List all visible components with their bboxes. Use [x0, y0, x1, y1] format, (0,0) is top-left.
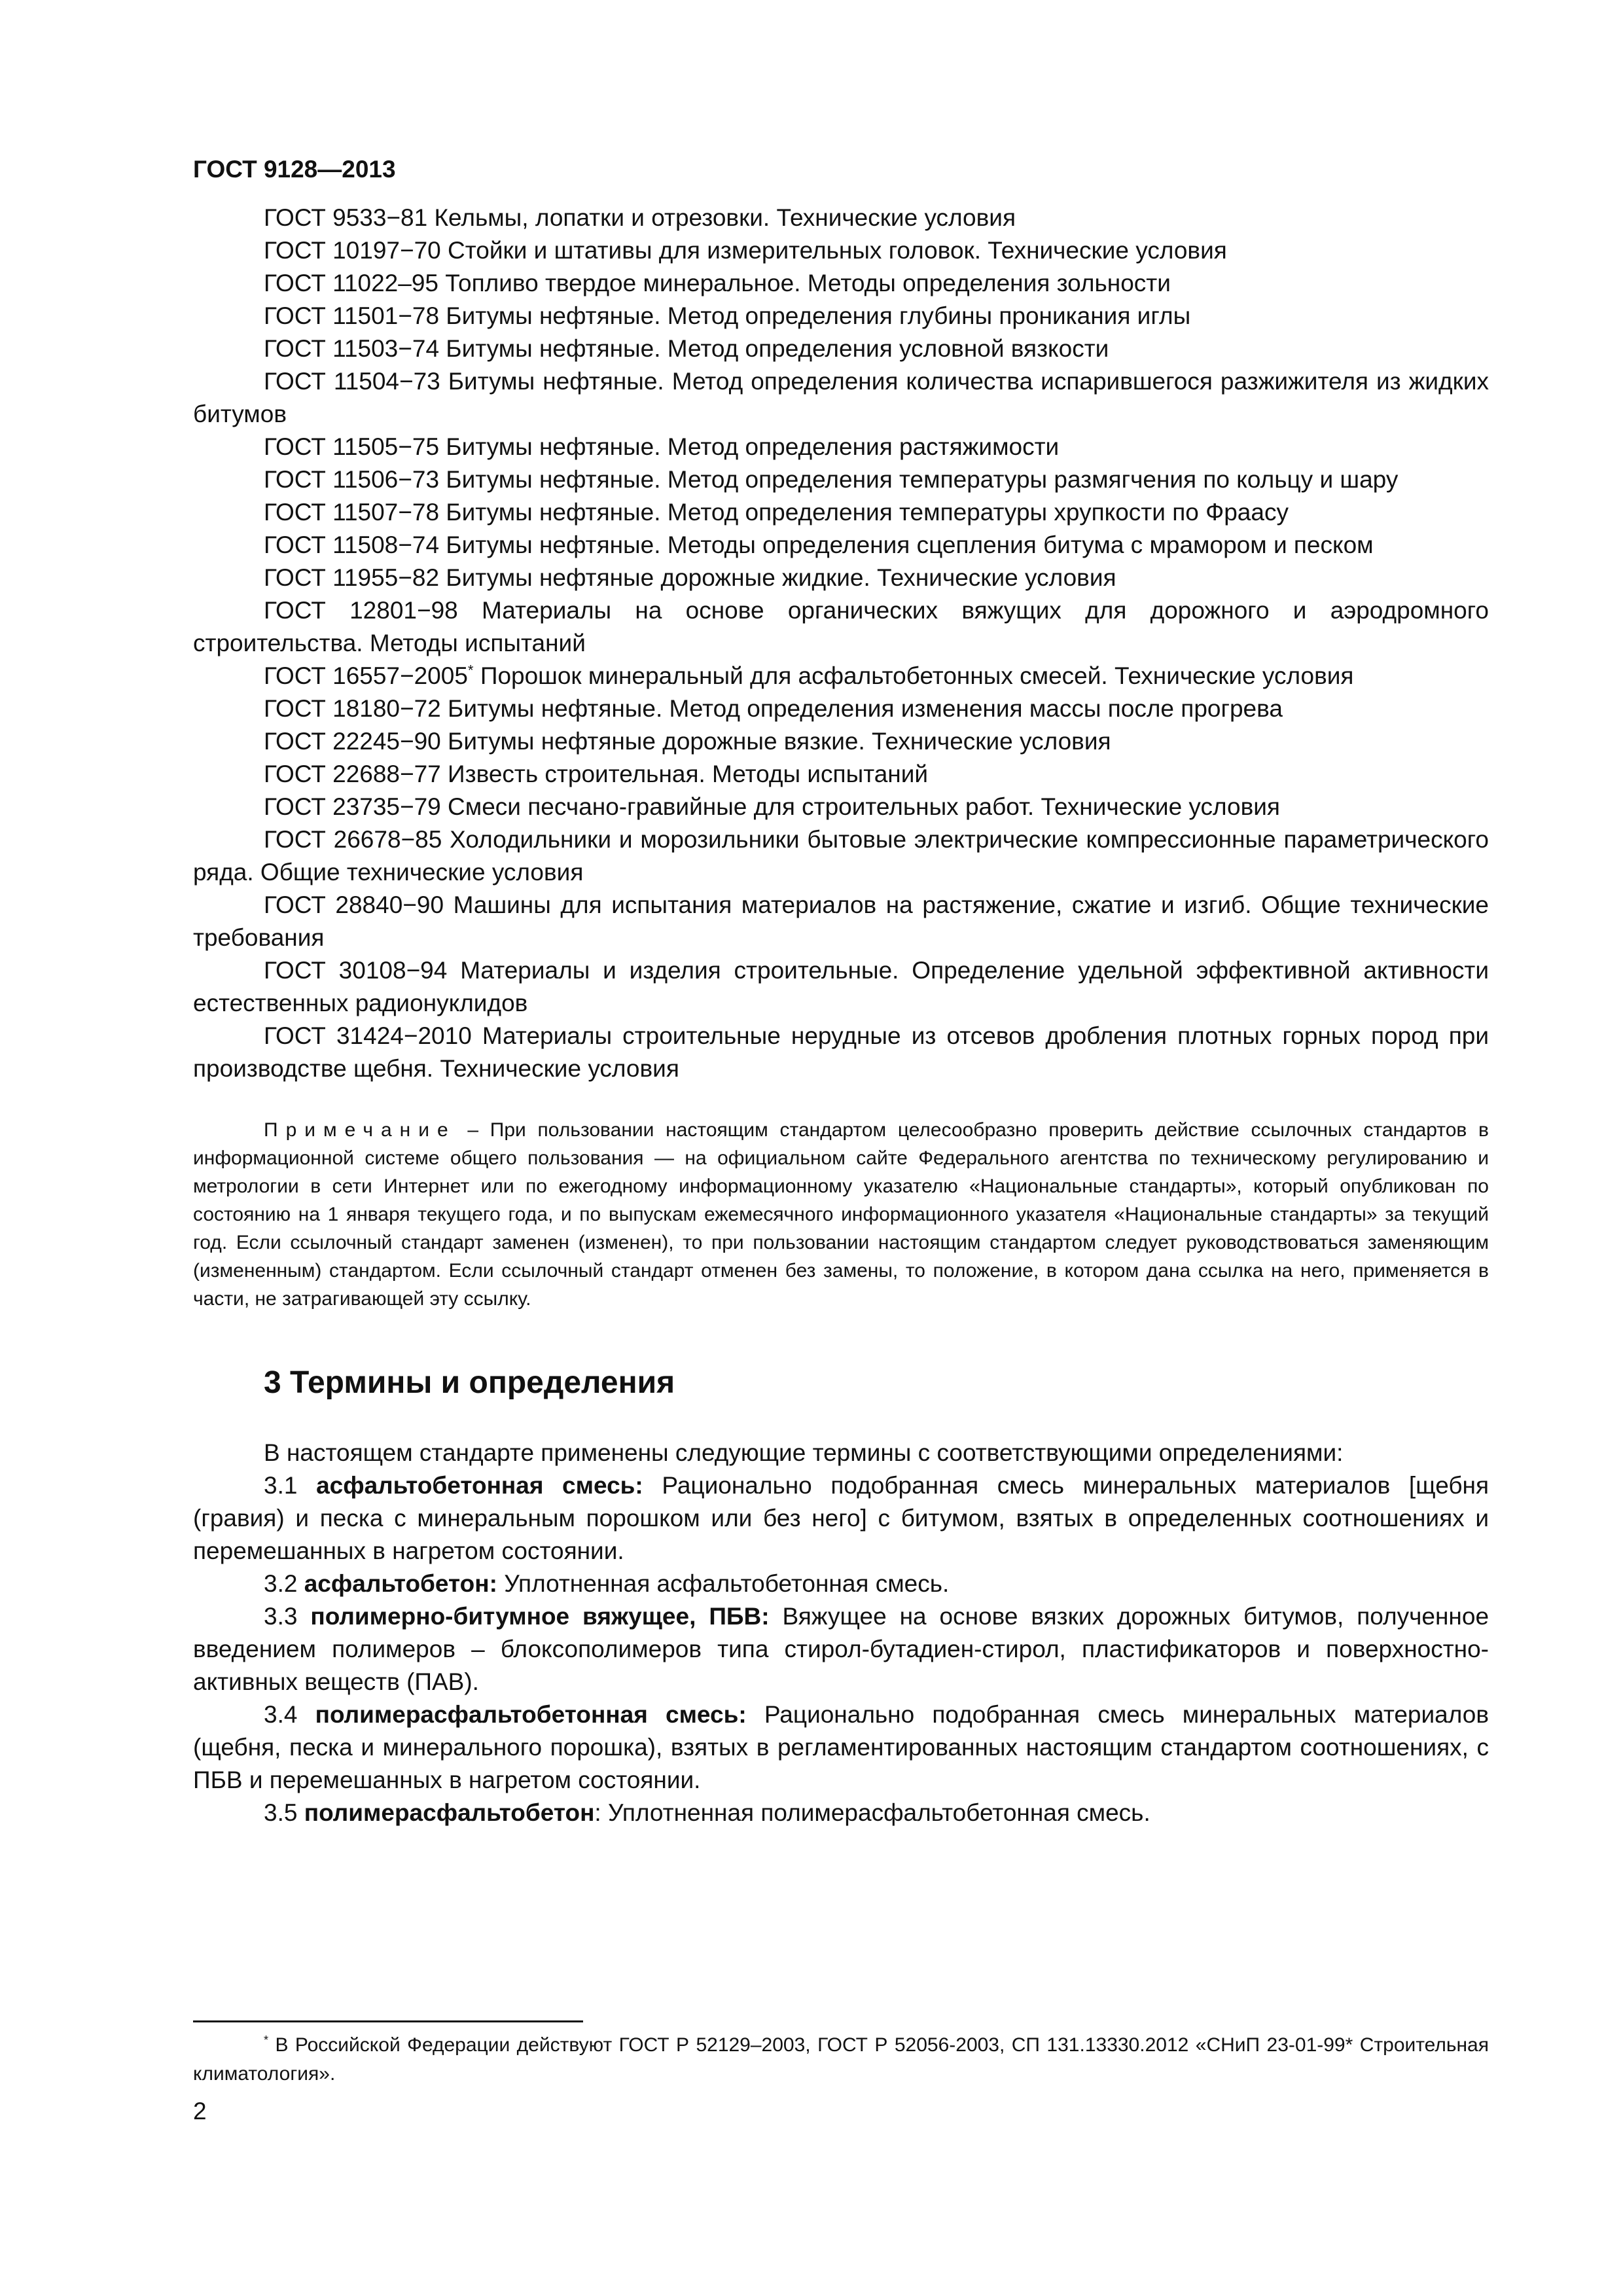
footnote-marker: *	[467, 662, 474, 679]
reference-code: ГОСТ 11507−78	[264, 499, 440, 526]
reference-title: Битумы нефтяные. Метод определения температуры хрупкости по Фраасу	[446, 499, 1289, 526]
reference-title: Известь строительная. Методы испытаний	[448, 761, 929, 787]
reference-item	[193, 889, 1489, 954]
reference-code: ГОСТ 22245−90	[264, 728, 441, 755]
note-text: – При пользовании настоящим стандартом целесообразно проверить действие ссылочных стандартов в информационной системе общего пользования — на официальном сайте Федерального агентства по техническому регулированию и метрологии в сети Интернет или по ежегодному информационному указателю «Национальные стандарты», который опубликован по состоянию на 1 января текущего года, и по выпускам ежемесячного информационного указателя «Национальные стандарты» за текущий год. Если ссылочный стандарт заменен (изменен), то при пользовании настоящим стандартом следует руководствоваться заменяющим (измененным) стандартом. Если ссылочный стандарт отменен без замены, то положение, в котором дана ссылка на него, применяется в части, не затрагивающей эту ссылку.	[193, 1119, 1489, 1310]
reference-item	[193, 202, 1489, 234]
term-number: 3.3	[264, 1603, 298, 1630]
term-item	[193, 1600, 1489, 1698]
term-number: 3.2	[264, 1570, 298, 1597]
reference-item	[193, 758, 1489, 791]
reference-title: Порошок минеральный для асфальтобетонных смесей. Технические условия	[480, 662, 1354, 689]
term-number: 3.1	[264, 1472, 298, 1499]
reference-title: Битумы нефтяные дорожные вязкие. Технические условия	[448, 728, 1111, 755]
reference-title: Материалы и изделия строительные. Определение удельной эффективной активности естественных радионуклидов	[193, 957, 1489, 1016]
term-name: полимерасфальтобетон	[304, 1799, 595, 1826]
reference-item	[193, 594, 1489, 660]
reference-title: Холодильники и морозильники бытовые электрические компрессионные параметрического ряда. Общие технические условия	[193, 826, 1489, 886]
reference-code: ГОСТ 30108−94	[264, 957, 448, 984]
reference-code: ГОСТ 11506−73	[264, 466, 440, 493]
note-paragraph	[193, 1116, 1489, 1313]
reference-item	[193, 234, 1489, 267]
reference-code: ГОСТ 11508−74	[264, 531, 440, 558]
reference-code: ГОСТ 11504−73	[264, 368, 440, 395]
reference-title: Битумы нефтяные. Метод определения количества испарившегося разжижителя из жидких битумов	[193, 368, 1489, 427]
reference-item	[193, 496, 1489, 529]
term-item	[193, 1568, 1489, 1600]
term-item	[193, 1698, 1489, 1797]
reference-code: ГОСТ 18180−72	[264, 695, 441, 722]
reference-item	[193, 332, 1489, 365]
reference-code: ГОСТ 23735−79	[264, 793, 441, 820]
reference-code: ГОСТ 10197−70	[264, 237, 441, 264]
term-name: асфальтобетонная смесь:	[316, 1472, 643, 1499]
reference-title: Битумы нефтяные дорожные жидкие. Технические условия	[446, 564, 1116, 591]
footnote-marker: *	[264, 2034, 269, 2047]
term-name: полимерно-битумное вяжущее, ПБВ:	[310, 1603, 770, 1630]
term-item	[193, 1797, 1489, 1829]
reference-code: ГОСТ 16557−2005	[264, 662, 468, 689]
reference-item	[193, 823, 1489, 889]
reference-item	[193, 365, 1489, 431]
term-item	[193, 1469, 1489, 1568]
terms-section	[193, 1437, 1489, 1829]
reference-title: Кельмы, лопатки и отрезовки. Технические условия	[434, 204, 1016, 231]
reference-code: ГОСТ 22688−77	[264, 761, 441, 787]
term-definition: Рационально подобранная смесь минеральных материалов (щебня, песка и минерального порошка), взятых в регламентированных настоящим стандартом соотношениях, с ПБВ и перемешанных в нагретом состоянии.	[193, 1701, 1489, 1793]
reference-item	[193, 300, 1489, 332]
reference-item	[193, 529, 1489, 562]
reference-title: Битумы нефтяные. Метод определения изменения массы после прогрева	[448, 695, 1283, 722]
term-number: 3.4	[264, 1701, 298, 1728]
reference-title: Битумы нефтяные. Метод определения глубины проникания иглы	[446, 302, 1191, 329]
reference-code: ГОСТ 11501−78	[264, 302, 440, 329]
reference-title: Топливо твердое минеральное. Методы определения зольности	[445, 270, 1171, 296]
normative-references-list	[193, 202, 1489, 1085]
term-definition: Уплотненная асфальтобетонная смесь.	[504, 1570, 950, 1597]
reference-title: Материалы строительные нерудные из отсевов дробления плотных горных пород при производстве щебня. Технические условия	[193, 1022, 1489, 1082]
term-number: 3.5	[264, 1799, 298, 1826]
reference-code: ГОСТ 11955−82	[264, 564, 440, 591]
term-definition: : Уплотненная полимерасфальтобетонная смесь.	[594, 1799, 1150, 1826]
reference-code: ГОСТ 26678−85	[264, 826, 442, 853]
reference-title: Битумы нефтяные. Методы определения сцепления битума с мрамором и песком	[446, 531, 1374, 558]
reference-code: ГОСТ 12801−98	[264, 597, 458, 624]
term-definition: Вяжущее на основе вязких дорожных битумов, полученное введением полимеров – блоксополимеров типа стирол-бутадиен-стирол, пластификаторов и поверхностно-активных веществ (ПАВ).	[193, 1603, 1489, 1695]
reference-title: Стойки и штативы для измерительных головок. Технические условия	[448, 237, 1227, 264]
reference-title: Битумы нефтяные. Метод определения условной вязкости	[446, 335, 1109, 362]
reference-item	[193, 1020, 1489, 1085]
page-number: 2	[193, 2098, 207, 2125]
reference-title: Машины для испытания материалов на растяжение, сжатие и изгиб. Общие технические требования	[193, 891, 1489, 951]
reference-code: ГОСТ 28840−90	[264, 891, 444, 918]
section-intro: В настоящем стандарте применены следующие термины с соответствующими определениями:	[264, 1439, 1344, 1466]
reference-item	[193, 660, 1489, 692]
reference-item	[193, 463, 1489, 496]
footnote-text: В Российской Федерации действуют ГОСТ Р 52129–2003, ГОСТ Р 52056-2003, СП 131.13330.2012 «СНиП 23-01-99* Строительная климатология».	[193, 2034, 1489, 2085]
document-header-code: ГОСТ 9128—2013	[193, 156, 396, 183]
reference-item	[193, 267, 1489, 300]
reference-code: ГОСТ 31424−2010	[264, 1022, 472, 1049]
reference-code: ГОСТ 11022–95	[264, 270, 438, 296]
term-name: асфальтобетон:	[304, 1570, 497, 1597]
reference-item	[193, 791, 1489, 823]
note-label: Примечание	[264, 1119, 456, 1141]
reference-code: ГОСТ 11505−75	[264, 433, 440, 460]
reference-title: Битумы нефтяные. Метод определения растяжимости	[446, 433, 1060, 460]
reference-code: ГОСТ 9533−81	[264, 204, 428, 231]
reference-item	[193, 562, 1489, 594]
footnote-separator	[193, 2020, 583, 2022]
reference-title: Битумы нефтяные. Метод определения температуры размягчения по кольцу и шару	[446, 466, 1399, 493]
footnote	[193, 2031, 1489, 2089]
reference-item	[193, 954, 1489, 1020]
reference-title: Смеси песчано-гравийные для строительных работ. Технические условия	[448, 793, 1280, 820]
term-definition: Рационально подобранная смесь минеральных материалов [щебня (гравия) и песка с минеральным порошком или без него] с битумом, взятых в определенных соотношениях и перемешанных в нагретом состоянии.	[193, 1472, 1489, 1564]
reference-code: ГОСТ 11503−74	[264, 335, 440, 362]
section-heading: 3 Термины и определения	[264, 1365, 675, 1400]
reference-item	[193, 692, 1489, 725]
term-name: полимерасфальтобетонная смесь:	[315, 1701, 747, 1728]
reference-item	[193, 725, 1489, 758]
reference-title: Материалы на основе органических вяжущих для дорожного и аэродромного строительства. Методы испытаний	[193, 597, 1489, 656]
reference-item	[193, 431, 1489, 463]
